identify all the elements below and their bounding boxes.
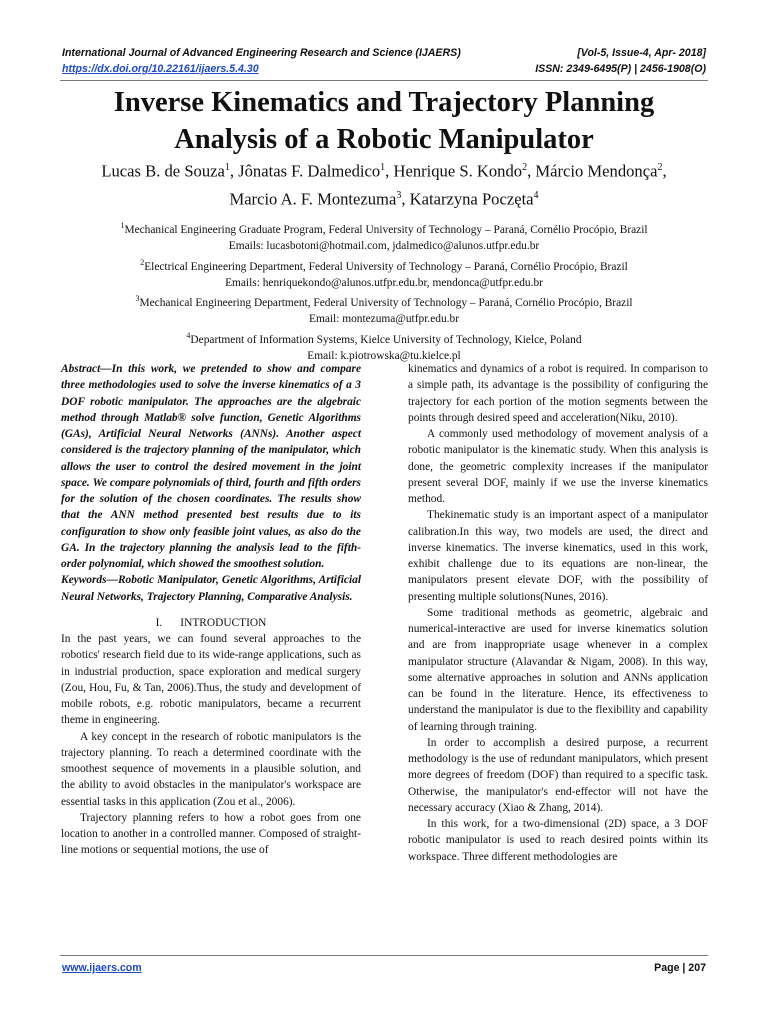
affil-text: Department of Information Systems, Kielce University of Technology, Kielce, Poland: [190, 333, 582, 346]
author-affil-mark: 1: [224, 162, 230, 173]
journal-header: [62, 45, 461, 77]
author-affil-mark: 3: [396, 189, 402, 201]
site-link[interactable]: www.ijaers.com: [62, 962, 142, 974]
title-line-2: Analysis of a Robotic Manipulator: [174, 124, 594, 155]
section-title: INTRODUCTION: [180, 616, 267, 629]
section-heading: [61, 615, 361, 631]
affiliation-1-email: Emails: lucasbotoni@hotmail.com, jdalmedico@alunos.utfpr.edu.br: [228, 240, 540, 253]
author-name: , Márcio Mendonça: [527, 161, 658, 181]
affil-text: Mechanical Engineering Graduate Program, Federal University of Technology – Paraná, Cornélio Procópio, Brazil: [124, 223, 648, 236]
issue-header: [535, 45, 706, 77]
paragraph: In order to accomplish a desired purpose, a recurrent methodology is the use of redundant manipulators, which present more degrees of freedom (DOF) than required to a specific task. Otherwise, the manipulator's end-effector will not have the necessary accuracy (Xiao & Zhang, 2014).: [408, 736, 708, 814]
keywords: Keywords—Robotic Manipulator, Genetic Algorithms, Artificial Neural Networks, Trajectory Planning, Comparative Analysis.: [61, 574, 361, 603]
affil-mark: 2: [140, 257, 145, 267]
author-name: , Jônatas F. Dalmedico: [229, 161, 381, 181]
author-name: Marcio A. F. Montezuma: [229, 189, 397, 209]
affil-text: Mechanical Engineering Department, Federal University of Technology – Paraná, Cornélio Procópio, Brazil: [139, 297, 633, 310]
affiliation-4: [40, 328, 728, 348]
paragraph: A key concept in the research of robotic manipulators is the trajectory planning. To reach a determined coordinate with the smoothest sequence of movements in a plausible solution, and the ability to avoid obstacles in the manipulator's workspace are essential tasks in this application (Zou et al., 2006).: [61, 730, 361, 808]
author-name: , Henrique S. Kondo: [385, 161, 523, 181]
paragraph: In the past years, we can found several approaches to the robotics' research field due to its wide-range applications, such as in industrial production, space exploration and medical surgery (Zou, Hou, Fu, & Tan, 2006).Thus, the study and development of mobile robots, e.g. robotic manipulators, became a recurrent theme in engineering.: [61, 633, 361, 727]
author-separator: ,: [662, 161, 667, 181]
author-name: Lucas B. de Souza: [101, 161, 225, 181]
author-name: , Katarzyna Poczęta: [401, 189, 534, 209]
affil-mark: 4: [186, 330, 191, 340]
affiliation-3-email: Email: montezuma@utfpr.edu.br: [309, 313, 459, 326]
author-affil-mark: 4: [533, 189, 539, 201]
header-divider: [60, 80, 708, 81]
journal-name: International Journal of Advanced Engineering Research and Science (IJAERS): [62, 47, 461, 59]
paragraph: A commonly used methodology of movement analysis of a robotic manipulator is the kinematic study. When this analysis is done, the geometric complexity increases if the manipulator present several DOF, mainly if we use the inverse kinematics method.: [408, 428, 708, 505]
affiliation-3: [40, 291, 728, 311]
paragraph: Trajectory planning refers to how a robot goes from one location to another in a controlled manner. Composed of straight-line motions or sequential motions, the use of: [61, 811, 361, 857]
left-column: [61, 361, 361, 859]
author-affil-mark: 1: [380, 162, 386, 173]
abstract: [61, 361, 361, 572]
affiliation-4-email: Email: k.piotrowska@tu.kielce.pl: [307, 350, 461, 363]
paragraph: Thekinematic study is an important aspect of a manipulator calibration.In this way, two models are used, the direct and inverse kinematics. The inverse kinematics, used in this work, exhibit challenge due to its equations are non-linear, the manipulators present elevate DOF, with the possibility of presenting multiple solutions(Nunes, 2016).: [408, 509, 708, 603]
abstract-text: In this work, we pretended to show and compare three methodologies used to solve the inverse kinematics of a 3 DOF robotic manipulator. The approaches are the algebraic method through Matlab® solve function, Genetic Algorithms (GAs), Artificial Neural Networks (ANNs). Another aspect considered is the trajectory planning of the manipulator, which allows the user to control the desired movement in the joint space. We compare polynomials of third, fourth and fifth orders for the solution of the chosen coordinates. The results show that the ANN method presented best results due to its configuration to show only feasible joint values, as also do the GA. In the trajectory planning the analysis lead to the fifth-order polynomial, which showed the smoothest solution.: [61, 363, 361, 570]
affil-mark: 1: [120, 221, 125, 230]
affiliations: [40, 218, 728, 364]
paragraph: Some traditional methods as geometric, algebraic and numerical-interactive are used for inverse kinematics solution and are from inappropriate usage whenever in a complex manipulator structure (Alavandar & Nigam, 2008). In this way, some alternative approaches in solution and ANNs application can be found in the literature. Hence, its effectiveness to understand the manipulator is due to the flexibility and capability of learning through training.: [408, 606, 708, 733]
author-list: [40, 156, 728, 211]
affil-mark: 3: [135, 294, 140, 304]
paper-title: [40, 84, 728, 158]
paragraph: kinematics and dynamics of a robot is required. In comparison to a simple path, its advantage is the possibility of configuring the trajectory for each portion of the motion segments between the points through desired speed and acceleration(Niku, 2010).: [408, 363, 708, 424]
author-affil-mark: 2: [657, 162, 663, 173]
author-affil-mark: 2: [522, 162, 528, 173]
right-column: [408, 361, 708, 865]
issn-info: ISSN: 2349-6495(P) | 2456-1908(O): [535, 63, 706, 75]
section-number: I.: [155, 616, 163, 629]
affiliation-2: [40, 255, 728, 275]
author-line-1: [40, 156, 728, 184]
author-line-2: [40, 184, 728, 212]
paragraph: In this work, for a two-dimensional (2D) space, a 3 DOF robotic manipulator is used to reach desired points within its workspace. Three different methodologies are: [408, 818, 708, 863]
affiliation-1: [40, 218, 728, 238]
abstract-label: Abstract—: [61, 363, 112, 375]
affiliation-2-email: Emails: henriquekondo@alunos.utfpr.edu.br, mendonca@utfpr.edu.br: [225, 276, 543, 289]
doi-link[interactable]: https://dx.doi.org/10.22161/ijaers.5.4.30: [62, 63, 259, 75]
affil-text: Electrical Engineering Department, Federal University of Technology – Paraná, Cornélio Procópio, Brazil: [144, 260, 628, 273]
page-number: Page | 207: [654, 962, 706, 974]
title-line-1: Inverse Kinematics and Trajectory Planning: [113, 87, 655, 118]
footer-divider: [60, 955, 708, 956]
volume-info: [Vol-5, Issue-4, Apr- 2018]: [577, 47, 706, 59]
